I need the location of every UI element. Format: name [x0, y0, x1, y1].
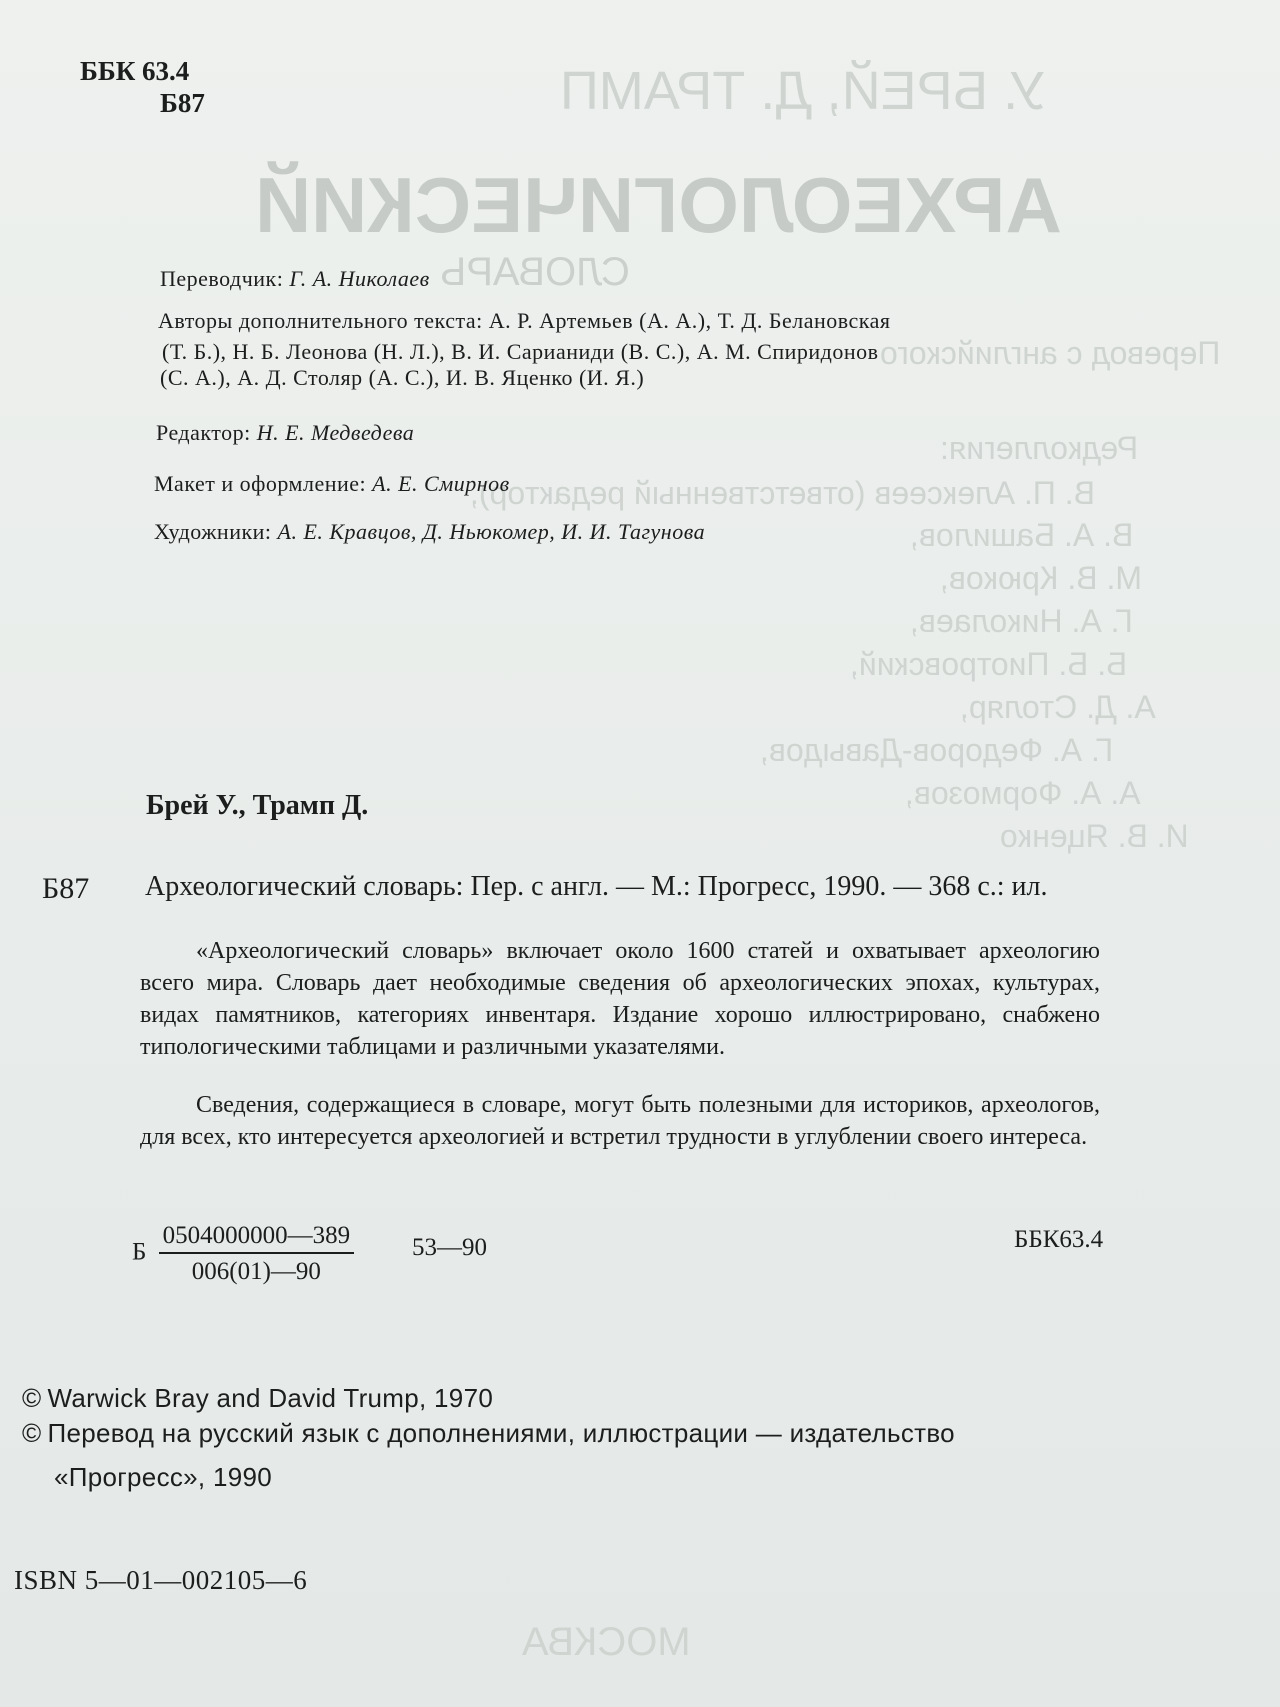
translator-line [160, 266, 430, 292]
bbk-right: ББК63.4 [1014, 1226, 1104, 1253]
copyright-line-1 [22, 1383, 493, 1414]
additional-authors-line-3: (С. А.), А. Д. Столяр (А. С.), И. В. Яценко (И. Я.) [160, 365, 645, 390]
show-through-board-3: В. А. Башилов, [910, 517, 1134, 553]
artists-names: А. Е. Кравцов, Д. Ньюкомер, И. И. Тагунова [277, 519, 706, 544]
fraction-denominator: 006(01)—90 [191, 1258, 321, 1285]
annotation-paragraph-1: «Археологический словарь» включает около 1600 статей и охватывает археологию всего мира. Словарь дает необходимые сведения об археологических эпохах, культурах, видах памятников, категориях инвентаря. Издание хорошо иллюстрировано, снабжено типологическими таблицами и различными указателями. [140, 938, 1100, 1060]
show-through-translation: Перевод с английского [880, 335, 1221, 371]
editor-label: Редактор: [156, 420, 251, 445]
fraction-code: 53—90 [412, 1234, 487, 1261]
show-through-board-7: А. Д. Столяр, [960, 689, 1156, 725]
show-through-board-4: М. В. Крюков, [940, 560, 1143, 596]
author-mark: Б87 [160, 88, 205, 118]
show-through-board-8: Г. А. Федоров-Давыдов, [760, 732, 1114, 768]
isbn: ISBN 5—01—002105—6 [14, 1565, 308, 1595]
show-through-authors: У. БРЕЙ, Д. ТРАМП [560, 61, 1046, 121]
artists-label: Художники: [154, 519, 272, 544]
layout-name: А. Е. Смирнов [372, 471, 510, 496]
fraction [159, 1222, 355, 1286]
catalog-code: Б87 [42, 872, 90, 905]
catalog-index-fraction [132, 1222, 354, 1286]
additional-authors-line-1: Авторы дополнительного текста: А. Р. Артемьев (А. А.), Т. Д. Белановская [158, 308, 891, 333]
show-through-board-9: А. А. Формозов, [905, 775, 1141, 811]
show-through-board-1: Редколлегия: [940, 430, 1139, 466]
additional-authors-line-2: (Т. Б.), Н. Б. Леонова (Н. Л.), В. И. Сарианиди (В. С.), А. М. Спиридонов [162, 339, 879, 364]
copyright-line-3: «Прогресс», 1990 [54, 1462, 273, 1492]
show-through-title: АРХЕОЛОГИЧЕСКИЙ [255, 161, 1062, 249]
copyright-line-2 [22, 1418, 955, 1449]
copyright-symbol: © [22, 1418, 42, 1448]
catalog-authors: Брей У., Трамп Д. [146, 790, 369, 821]
fraction-prefix: Б [132, 1238, 147, 1266]
copyright-text-2: Перевод на русский язык с дополнениями, иллюстрации — издательство [47, 1418, 955, 1448]
fraction-numerator: 0504000000—389 [159, 1222, 355, 1254]
bbk-code: ББК 63.4 [80, 56, 190, 86]
show-through-subtitle: СЛОВАРЬ [440, 250, 630, 294]
show-through-city: МОСКВА [522, 1620, 691, 1664]
show-through-board-2: В. П. Алексеев (ответственный редактор), [470, 475, 1095, 511]
editor-name: Н. Е. Медведева [256, 420, 415, 445]
layout-line [154, 471, 510, 497]
translator-name: Г. А. Николаев [289, 266, 430, 291]
layout-label: Макет и оформление: [154, 471, 367, 496]
annotation-paragraph-2: Сведения, содержащиеся в словаре, могут быть полезными для историков, археологов, для всех, кто интересуется археологией и встретил трудности в углублении своего интереса. [140, 1092, 1100, 1150]
show-through-board-6: Б. Б. Пиотровский, [850, 646, 1128, 682]
catalog-title: Археологический словарь: Пер. с англ. — М.: Прогресс, 1990. — 368 с.: ил. [145, 871, 1048, 902]
copyright-text-1: Warwick Bray and David Trump, 1970 [47, 1383, 494, 1413]
editor-line [156, 420, 414, 446]
copyright-symbol: © [22, 1383, 42, 1413]
show-through-board-5: Г. А. Николаев, [910, 603, 1133, 639]
artists-line [154, 519, 705, 545]
translator-label: Переводчик: [160, 266, 284, 291]
show-through-board-10: И. В. Яценко [1000, 818, 1189, 854]
